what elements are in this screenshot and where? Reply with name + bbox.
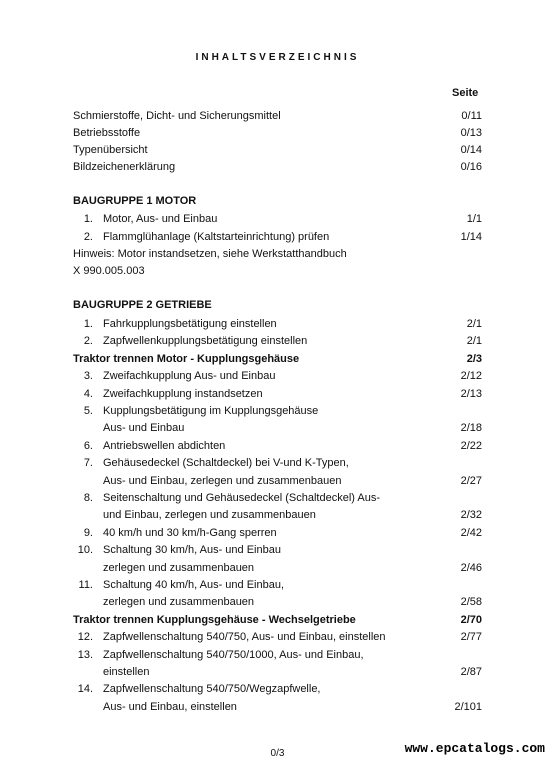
toc-entry[interactable]	[73, 211, 482, 227]
toc-entry-text: Traktor trennen Motor - Kupplungsgehäuse	[73, 353, 300, 365]
toc-entry-text: Aus- und Einbau, zerlegen und zusammenbauen	[103, 475, 342, 487]
toc-entry[interactable]	[73, 664, 482, 680]
toc-entry[interactable]	[73, 108, 482, 124]
toc-entry[interactable]	[73, 490, 482, 506]
subsection-heading[interactable]	[73, 612, 482, 628]
toc-entry-page: 2/77	[460, 631, 482, 643]
toc-entry-number: 14.	[77, 683, 93, 695]
toc-entry-page: 0/13	[460, 127, 482, 139]
toc-entry-text: Gehäusedeckel (Schaltdeckel) bei V-und K-Typen,	[103, 457, 349, 469]
toc-entry-text: Fahrkupplungsbetätigung einstellen	[103, 318, 277, 330]
toc-entry-text: Zweifachkupplung Aus- und Einbau	[103, 370, 276, 382]
toc-entry-text: zerlegen und zusammenbauen	[103, 596, 255, 608]
toc-entry[interactable]	[73, 647, 482, 663]
toc-entry-text: Zapfwellenschaltung 540/750/Wegzapfwelle,	[103, 683, 321, 695]
toc-entry-page: 2/27	[460, 475, 482, 487]
toc-entry[interactable]	[73, 473, 482, 489]
toc-entry-text: Flammglühanlage (Kaltstarteinrichtung) prüfen	[103, 231, 330, 243]
toc-entry-number: 13.	[77, 649, 93, 661]
subsection-heading[interactable]	[73, 351, 482, 367]
toc-entry[interactable]	[73, 629, 482, 645]
toc-entry-page: 2/13	[460, 388, 482, 400]
toc-entry-number: 6.	[83, 440, 93, 452]
toc-entry-text: Bildzeichenerklärung	[73, 161, 176, 173]
toc-entry-number: 9.	[83, 527, 93, 539]
toc-entry-text: Motor, Aus- und Einbau	[103, 213, 218, 225]
toc-entry-page: 2/3	[466, 353, 482, 365]
toc-entry-text: Seitenschaltung und Gehäusedeckel (Schaltdeckel) Aus-	[103, 492, 381, 504]
toc-entry-number: 10.	[77, 544, 93, 556]
toc-entry-number: 2.	[83, 231, 93, 243]
toc-entry-text: Typenübersicht	[73, 144, 148, 156]
toc-entry-page: 2/87	[460, 666, 482, 678]
toc-entry[interactable]	[73, 386, 482, 402]
toc-entry-page: 2/22	[460, 440, 482, 452]
toc-entry-text: und Einbau, zerlegen und zusammenbauen	[103, 509, 316, 521]
toc-entry-page: 2/18	[460, 422, 482, 434]
toc-entry[interactable]	[73, 560, 482, 576]
toc-entry[interactable]	[73, 542, 482, 558]
toc-entry-text: Zapfwellenschaltung 540/750, Aus- und Einbau, einstellen	[103, 631, 386, 643]
toc-entry-text: Traktor trennen Kupplungsgehäuse - Wechselgetriebe	[73, 614, 356, 626]
toc-entry[interactable]	[73, 507, 482, 523]
toc-entry-page: 1/14	[460, 231, 482, 243]
page-number: 0/3	[270, 748, 285, 759]
note-reference: X 990.005.003	[73, 265, 145, 277]
toc-entry-page: 1/1	[466, 213, 482, 225]
toc-entry[interactable]	[73, 699, 482, 715]
toc-entry[interactable]	[73, 681, 482, 697]
toc-entry[interactable]	[73, 125, 482, 141]
toc-entry-number: 5.	[83, 405, 93, 417]
watermark-url: www.epcatalogs.com	[404, 741, 545, 756]
toc-entry-text: Zweifachkupplung instandsetzen	[103, 388, 263, 400]
toc-entry-text: Kupplungsbetätigung im Kupplungsgehäuse	[103, 405, 319, 417]
toc-entry-text: Zapfwellenkupplungsbetätigung einstellen	[103, 335, 308, 347]
toc-entry-number: 2.	[83, 335, 93, 347]
toc-entry[interactable]	[73, 368, 482, 384]
toc-entry-page: 2/58	[460, 596, 482, 608]
toc-entry[interactable]	[73, 455, 482, 471]
toc-entry-page: 0/11	[461, 110, 482, 122]
toc-entry-number: 8.	[83, 492, 93, 504]
toc-entry-page: 0/16	[460, 161, 482, 173]
section-heading-getriebe: BAUGRUPPE 2 GETRIEBE	[73, 299, 212, 311]
toc-entry[interactable]	[73, 577, 482, 593]
toc-entry[interactable]	[73, 159, 482, 175]
toc-entry-page: 0/14	[460, 144, 482, 156]
toc-entry-page: 2/70	[460, 614, 482, 626]
toc-entry[interactable]	[73, 229, 482, 245]
page-title: INHALTSVERZEICHNIS	[195, 52, 360, 63]
toc-entry-page: 2/1	[466, 318, 482, 330]
toc-entry[interactable]	[73, 403, 482, 419]
toc-entry-number: 1.	[83, 318, 93, 330]
toc-entry-text: Schaltung 30 km/h, Aus- und Einbau	[103, 544, 281, 556]
toc-entry-text: Aus- und Einbau, einstellen	[103, 701, 237, 713]
toc-entry-text: Betriebsstoffe	[73, 127, 141, 139]
toc-entry[interactable]	[73, 594, 482, 610]
toc-entry-number: 4.	[83, 388, 93, 400]
toc-entry-page: 2/1	[466, 335, 482, 347]
page-column-label: Seite	[452, 87, 479, 99]
toc-entry-text: 40 km/h und 30 km/h-Gang sperren	[103, 527, 277, 539]
toc-entry-text: einstellen	[103, 666, 150, 678]
toc-entry-page: 2/12	[460, 370, 482, 382]
toc-entry-text: Aus- und Einbau	[103, 422, 185, 434]
toc-entry-number: 12.	[77, 631, 93, 643]
toc-entry-page: 2/101	[454, 701, 482, 713]
toc-entry-page: 2/42	[460, 527, 482, 539]
toc-entry[interactable]	[73, 316, 482, 332]
toc-entry-number: 3.	[83, 370, 93, 382]
toc-entry[interactable]	[73, 420, 482, 436]
toc-entry-page: 2/32	[460, 509, 482, 521]
toc-entry[interactable]	[73, 525, 482, 541]
toc-entry[interactable]	[73, 438, 482, 454]
section-heading-motor: BAUGRUPPE 1 MOTOR	[73, 195, 197, 207]
toc-entry[interactable]	[73, 142, 482, 158]
toc-entry-text: Zapfwellenschaltung 540/750/1000, Aus- und Einbau,	[103, 649, 364, 661]
toc-entry-text: Schmierstoffe, Dicht- und Sicherungsmittel	[73, 110, 281, 122]
note-line: Hinweis: Motor instandsetzen, siehe Werkstatthandbuch	[73, 248, 347, 260]
toc-entry-text: Antriebswellen abdichten	[103, 440, 226, 452]
toc-entry-number: 11.	[78, 579, 93, 591]
toc-entry-text: Schaltung 40 km/h, Aus- und Einbau,	[103, 579, 285, 591]
toc-entry-number: 1.	[83, 213, 93, 225]
toc-entry-number: 7.	[83, 457, 93, 469]
toc-entry[interactable]	[73, 333, 482, 349]
toc-entry-text: zerlegen und zusammenbauen	[103, 562, 255, 574]
toc-entry-page: 2/46	[460, 562, 482, 574]
